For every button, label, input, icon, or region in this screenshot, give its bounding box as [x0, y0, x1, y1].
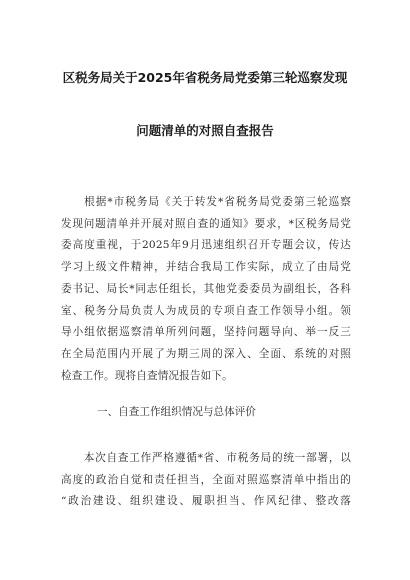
paragraph-line: “政治建设、组织建设、履职担当、作风纪律、整改落 [61, 495, 351, 508]
document-title-line-2: 问题清单的对照自查报告 [136, 123, 274, 138]
paragraph-intro [61, 192, 351, 387]
paragraph-line: 根据*市税务局《关于转发*省税务局党委第三轮巡察 [61, 196, 351, 208]
paragraph-line: 在全局范围内开展了为期三周的深入、全面、系统的对照 [61, 347, 351, 360]
paragraph-line: 高度的政治自觉和责任担当，全面对照巡察清单中指出的 [61, 473, 351, 486]
paragraph-line: 检查工作。现将自查情况报告如下。 [61, 369, 233, 382]
paragraph-line: 学习上级文件精神，并结合我局工作实际，成立了由局党 [61, 261, 351, 274]
paragraph-line: 委高度重视，于2025年9月迅速组织召开专题会议，传达 [61, 239, 351, 252]
paragraph-line: 本次自查工作严格遵循*省、市税务局的统一部署，以 [61, 452, 351, 464]
paragraph-section-1 [61, 448, 351, 513]
paragraph-line: 委书记、局长*同志任组长，其他党委委员为副组长，各科 [61, 282, 351, 295]
paragraph-line: 导小组依据巡察清单所列问题，坚持问题导向、举一反三 [61, 326, 351, 339]
paragraph-line: 室、税务分局负责人为成员的专项自查工作领导小组。领 [61, 304, 351, 317]
paragraph-line: 发现问题清单并开展对照自查的通知》要求，*区税务局党 [61, 217, 351, 230]
section-heading-1: 一、自查工作组织情况与总体评价 [97, 406, 256, 418]
document-title-line-1: 区税务局关于2025年省税务局党委第三轮巡察发现 [62, 70, 348, 85]
